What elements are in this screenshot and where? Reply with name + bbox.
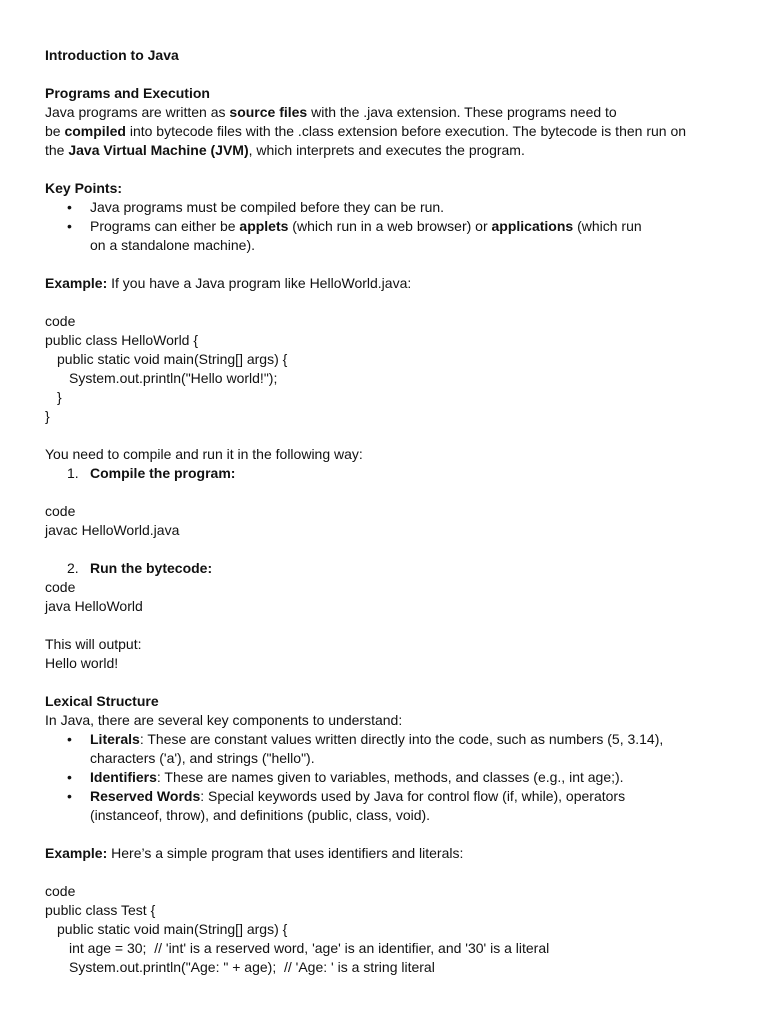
key-points-list — [45, 198, 725, 255]
code-line: System.out.println("Age: " + age); // 'Age: ' is a string literal — [69, 959, 435, 975]
code-line: public class HelloWorld { — [45, 332, 199, 348]
compile-intro: You need to compile and run it in the following way: — [45, 446, 363, 462]
code-line: int age = 30; // 'int' is a reserved word, 'age' is an identifier, and '30' is a literal — [69, 940, 550, 956]
code-label: code — [45, 313, 76, 329]
step-compile: 1. Compile the program: — [67, 465, 236, 481]
section-heading-lexical: Lexical Structure — [45, 693, 159, 709]
output-text: Hello world! — [45, 655, 119, 671]
code-block-test — [45, 901, 725, 977]
document-title: Introduction to Java — [45, 47, 179, 63]
programs-paragraph-line-1: Java programs are written as source files with the .java extension. These programs need to — [45, 104, 617, 120]
step-run: 2. Run the bytecode: — [67, 560, 213, 576]
lexical-intro: In Java, there are several key components to understand: — [45, 712, 403, 728]
code-line-javac: javac HelloWorld.java — [45, 522, 180, 538]
section-heading-programs: Programs and Execution — [45, 85, 210, 101]
list-item: • Programs can either be applets (which run in a web browser) or applications (which run on a standalone machine). — [45, 217, 725, 255]
list-item: • Java programs must be compiled before they can be run. — [45, 198, 725, 217]
code-line: public static void main(String[] args) { — [57, 921, 288, 937]
lexical-list — [45, 730, 725, 825]
code-line: } — [57, 389, 62, 405]
list-item-reserved-words: • Reserved Words: Special keywords used by Java for control flow (if, while), operators (instanceof, throw), and definitions (public, class, void). — [45, 787, 725, 825]
programs-paragraph-line-2: be compiled into bytecode files with the .class extension before execution. The bytecode is then run on — [45, 123, 687, 139]
code-label: code — [45, 503, 76, 519]
example-1-intro: Example: If you have a Java program like HelloWorld.java: — [45, 275, 412, 291]
code-line: public static void main(String[] args) { — [57, 351, 288, 367]
code-label: code — [45, 883, 76, 899]
list-item-literals: • Literals: These are constant values written directly into the code, such as numbers (5, 3.14), characters ('a'), and strings ("hello"). — [45, 730, 725, 768]
code-label: code — [45, 579, 76, 595]
code-line-java: java HelloWorld — [45, 598, 143, 614]
code-block-helloworld — [45, 331, 725, 426]
example-2-intro: Example: Here’s a simple program that uses identifiers and literals: — [45, 845, 464, 861]
key-points-heading: Key Points: — [45, 180, 123, 196]
code-line: System.out.println("Hello world!"); — [69, 370, 278, 386]
document-body — [45, 46, 725, 977]
code-line: public class Test { — [45, 902, 156, 918]
list-item-identifiers: • Identifiers: These are names given to variables, methods, and classes (e.g., int age;). — [45, 768, 725, 787]
output-label: This will output: — [45, 636, 142, 652]
programs-paragraph-line-3: the Java Virtual Machine (JVM), which interprets and executes the program. — [45, 142, 525, 158]
code-line: } — [45, 408, 50, 424]
